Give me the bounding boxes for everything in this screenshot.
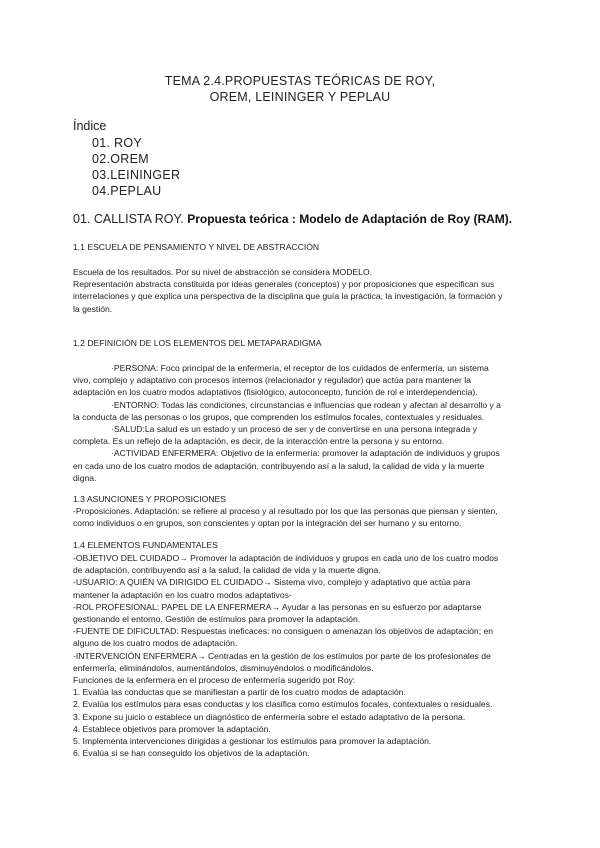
paragraph-line: vivo, complejo y adaptativo con procesos internos (relacionador y regulador) que actúa para mantener la bbox=[73, 375, 471, 386]
paragraph-line: la conducta de las personas o los grupos, que comprenden los estímulos focales, contextuales y residuales. bbox=[73, 411, 485, 422]
paragraph-line: -OBJETIVO DEL CUIDADO→ Promover la adaptación de individuos y grupos en cada uno de los cuatro modos bbox=[73, 553, 499, 563]
index-item-orem: 02.OREM bbox=[92, 152, 149, 166]
section-heading-bold: Propuesta teórica : Modelo de Adaptación de Roy (RAM). bbox=[187, 212, 513, 226]
paragraph-line: mantener la adaptación en los cuatro modos adaptativos- bbox=[73, 589, 292, 600]
paragraph-line: -INTERVENCIÓN ENFERMERA→ Centradas en la gestión de los estímulos por parte de los profesionales de bbox=[73, 650, 491, 661]
paragraph-line: Representación abstracta constituida por ideas generales (conceptos) y por proposiciones que especifican sus bbox=[73, 279, 495, 290]
list-item: 2. Evalúa los estímulos para esas conductas y los clasifica como estímulos focales, contextuales o residuales. bbox=[73, 699, 493, 710]
index-item-roy: 01. ROY bbox=[92, 136, 143, 150]
document-title-line1: TEMA 2.4.PROPUESTAS TEÓRICAS DE ROY, bbox=[164, 74, 436, 88]
paragraph-line: ·ENTORNO: Todas las condiciones, circunstancias e influencias que rodean y afectan al desarrollo y a bbox=[111, 399, 501, 410]
paragraph-line: ·ACTIVIDAD ENFERMERA: Objetivo de la enfermería: promover la adaptación de individuos y grupos bbox=[111, 448, 500, 459]
paragraph-line: -Proposiciones. Adaptación: se refiere al proceso y al resultado por los que las personas que piensan y sienten, bbox=[73, 506, 498, 516]
paragraph-line: la gestión. bbox=[73, 303, 113, 314]
list-item: 4. Establece objetivos para promover la adaptación. bbox=[73, 723, 271, 734]
list-item: 6. Evalúa si se han conseguido los objetivos de la adaptación. bbox=[73, 748, 310, 759]
paragraph-line: Funciones de la enfermera en el proceso de enfermería sugerido por Roy: bbox=[73, 675, 356, 686]
paragraph-line: interrelaciones y que explica una perspectiva de la disciplina que guía la práctica, la investigación, la formación y bbox=[73, 291, 503, 302]
section-heading-roy bbox=[73, 212, 512, 226]
subsection-1-2-body bbox=[73, 362, 535, 484]
subsection-1-1-heading: 1.1 ESCUELA DE PENSAMIENTO Y NIVEL DE ABSTRACCIÓN bbox=[73, 242, 320, 252]
list-item: 3. Expone su juicio o establece un diagnóstico de enfermería sobre el estado adaptativo de la persona. bbox=[73, 711, 466, 722]
subsection-1-2-heading: 1.2 DEFINICIÓN DE LOS ELEMENTOS DEL METAPARADIGMA bbox=[73, 338, 322, 348]
index-heading: Índice bbox=[73, 119, 107, 133]
paragraph-line: -USUARIO: A QUIÉN VA DIRIGIDO EL CUIDADO→ Sistema vivo, complejo y adaptativo que actúa para bbox=[73, 577, 471, 588]
subsection-1-4-heading: 1.4 ELEMENTOS FUNDAMENTALES bbox=[73, 540, 218, 550]
paragraph-line: completa. Es un reflejo de la adaptación, es decir, de la interacción entre la persona y su entorno. bbox=[73, 436, 445, 447]
paragraph-line: adaptación en los cuatro modos adaptativos (fisiológico, autoconcepto, función de rol e interdependencia). bbox=[73, 387, 478, 398]
subsection-1-4-body bbox=[73, 552, 535, 759]
paragraph-line: ·PERSONA: Foco principal de la enfermería, el receptor de los cuidados de enfermería, un sistema bbox=[111, 363, 489, 373]
paragraph-line: de adaptación, contribuyendo así a la salud, la calidad de vida y la muerte digna. bbox=[73, 565, 381, 576]
paragraph-line: enfermería, eliminándolos, aumentándolos, disminuyéndolos o modificándolos. bbox=[73, 662, 374, 673]
paragraph-line: -ROL PROFESIONAL: PAPEL DE LA ENFERMERA→ Ayudar a las personas en su esfuerzo por adaptarse bbox=[73, 601, 482, 612]
list-item: 5. Implementa intervenciones dirigidas a gestionar los estímulos para promover la adaptación. bbox=[73, 736, 432, 747]
subsection-1-1-body bbox=[73, 266, 535, 315]
list-item: 1. Evalúa las conductas que se manifiestan a partir de los cuatro modos de adaptación. bbox=[73, 687, 406, 698]
paragraph-line: ·SALUD:La salud es un estado y un proceso de ser y de convertirse en una persona integrada y bbox=[111, 424, 477, 435]
paragraph-line: como individuos o en grupos, son conscientes y optan por la integración del ser humano y su entorno. bbox=[73, 518, 462, 529]
paragraph-line: en cada uno de los cuatro modos de adaptación, contribuyendo así a la salud, la calidad de vida y la muerte bbox=[73, 460, 485, 471]
paragraph-line: digna. bbox=[73, 472, 97, 483]
subsection-1-3-heading: 1.3 ASUNCIONES Y PROPOSICIONES bbox=[73, 494, 226, 504]
section-heading-prefix: 01. CALLISTA ROY. bbox=[73, 212, 188, 226]
index-item-leininger: 03.LEININGER bbox=[92, 168, 181, 182]
document-title-line2: OREM, LEININGER Y PEPLAU bbox=[209, 90, 391, 104]
paragraph-line: alguno de los cuatro modos de adaptación. bbox=[73, 638, 238, 649]
subsection-1-3-body bbox=[73, 505, 535, 529]
paragraph-line: Escuela de los resultados. Por su nivel de abstracción se considera MODELO. bbox=[73, 267, 373, 277]
paragraph-line: gestionando el entorno. Gestión de estímulos para promover la adaptación. bbox=[73, 614, 361, 625]
index-item-peplau: 04.PEPLAU bbox=[92, 184, 162, 198]
paragraph-line: -FUENTE DE DIFICULTAD: Respuestas ineficaces: no consiguen o amenazan los objetivos de adaptación; en bbox=[73, 626, 494, 637]
